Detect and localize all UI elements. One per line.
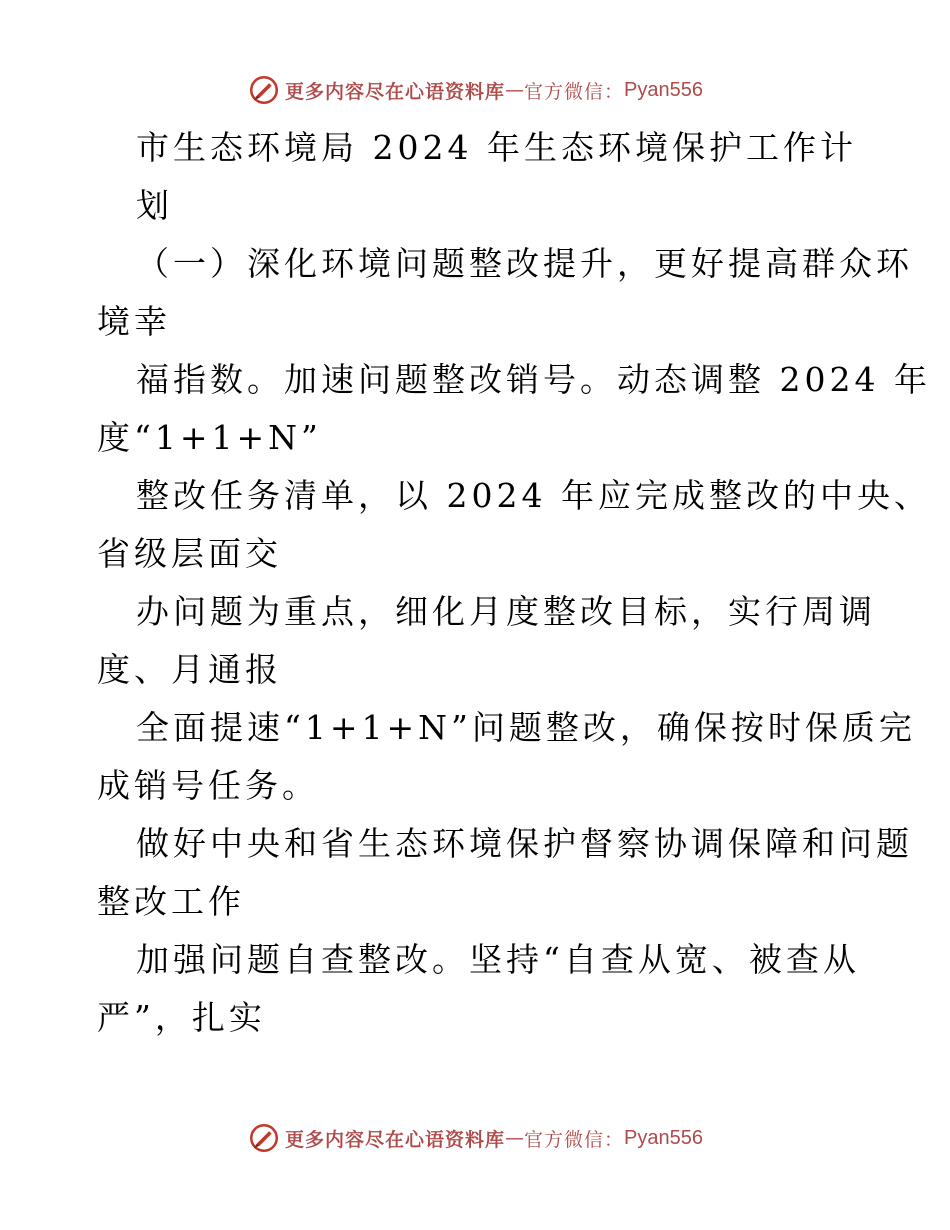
watermark-wechat-label: 官方微信： bbox=[524, 80, 625, 103]
doc-line: 加强问题自查整改。坚持“自查从宽、被查从 bbox=[136, 940, 860, 979]
doc-line: 福指数。加速问题整改销号。动态调整 2024 年 bbox=[136, 360, 931, 399]
watermark-brand: 更多内容尽在心语资料库 bbox=[285, 1128, 506, 1151]
doc-line: 全面提速“1+1+N”问题整改，确保按时保质完 bbox=[136, 708, 916, 747]
watermark-brand: 更多内容尽在心语资料库 bbox=[285, 80, 506, 103]
doc-line: 严”，扎实 bbox=[97, 998, 266, 1037]
logo-icon bbox=[247, 73, 281, 107]
watermark-separator: — bbox=[505, 79, 525, 101]
watermark-wechat-label: 官方微信： bbox=[524, 1128, 625, 1151]
watermark-banner-bottom bbox=[0, 1118, 950, 1158]
watermark-wechat-id: Pyan556 bbox=[624, 1126, 703, 1149]
doc-line: 整改任务清单，以 2024 年应完成整改的中央、 bbox=[136, 476, 931, 515]
doc-line: （一）深化环境问题整改提升，更好提高群众环 bbox=[136, 244, 913, 283]
doc-line: 省级层面交 bbox=[97, 534, 282, 573]
watermark-separator: — bbox=[505, 1127, 525, 1149]
doc-line: 办问题为重点，细化月度整改目标，实行周调 bbox=[136, 592, 876, 631]
watermark-wechat-id: Pyan556 bbox=[624, 78, 703, 101]
doc-line: 整改工作 bbox=[97, 882, 245, 921]
watermark-banner-top bbox=[0, 70, 950, 110]
doc-line: 度、月通报 bbox=[97, 650, 282, 689]
logo-icon bbox=[247, 1121, 281, 1155]
doc-line: 划 bbox=[136, 186, 173, 225]
doc-line: 度“1+1+N” bbox=[97, 418, 322, 457]
doc-line: 市生态环境局 2024 年生态环境保护工作计 bbox=[136, 128, 857, 167]
doc-line: 成销号任务。 bbox=[97, 766, 319, 805]
doc-line: 境幸 bbox=[97, 302, 171, 341]
doc-line: 做好中央和省生态环境保护督察协调保障和问题 bbox=[136, 824, 913, 863]
